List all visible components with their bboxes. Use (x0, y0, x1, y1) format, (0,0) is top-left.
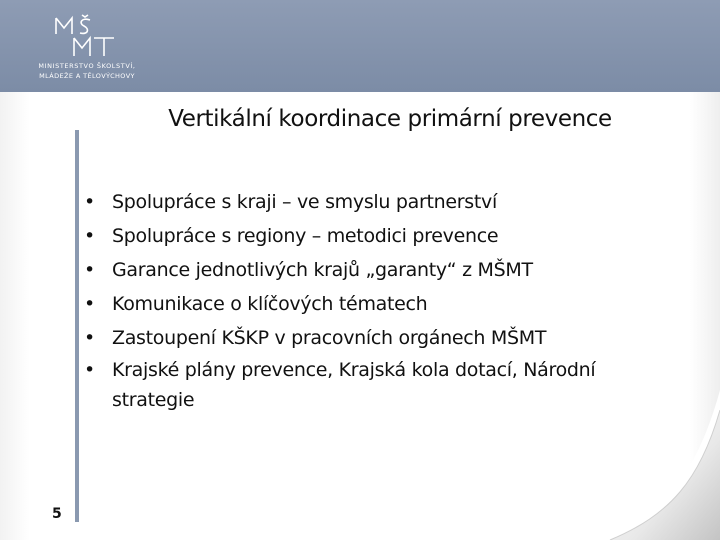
bullet-item (84, 321, 644, 355)
bullet-item (84, 355, 644, 415)
slide-title: Vertikální koordinace primární prevence (168, 106, 612, 132)
bullet-item (84, 253, 644, 287)
bullet-icon: • (84, 359, 95, 381)
bullet-text: Zastoupení KŠKP v pracovních orgánech MŠMT (112, 327, 547, 349)
logo-text-line2: MLÁDEŽE A TĚLOVÝCHOVY (39, 72, 135, 80)
bullet-item (84, 185, 644, 219)
bullet-text: Komunikace o klíčových tématech (112, 293, 428, 315)
header-band (0, 0, 720, 92)
bullet-item (84, 287, 644, 321)
logo-text-line1: MINISTERSTVO ŠKOLSTVÍ, (38, 62, 136, 70)
bullet-text: Garance jednotlivých krajů „garanty“ z MŠMT (112, 259, 533, 281)
page-curl-icon (580, 390, 720, 540)
bullet-item (84, 219, 644, 253)
page-number: 5 (52, 506, 62, 522)
bullet-text: Krajské plány prevence, Krajská kola dotací, Národní strategie (112, 359, 596, 411)
ministry-logo (22, 12, 172, 84)
bullet-icon: • (84, 293, 95, 315)
bullet-icon: • (84, 327, 95, 349)
bullet-icon: • (84, 225, 95, 247)
bullet-list (84, 185, 644, 415)
bullet-text: Spolupráce s regiony – metodici prevence (112, 225, 499, 247)
msmt-logo-icon (54, 14, 120, 58)
bullet-icon: • (84, 259, 95, 281)
bullet-icon: • (84, 191, 95, 213)
bullet-text: Spolupráce s kraji – ve smyslu partnerství (112, 191, 497, 213)
vertical-divider (75, 130, 79, 522)
